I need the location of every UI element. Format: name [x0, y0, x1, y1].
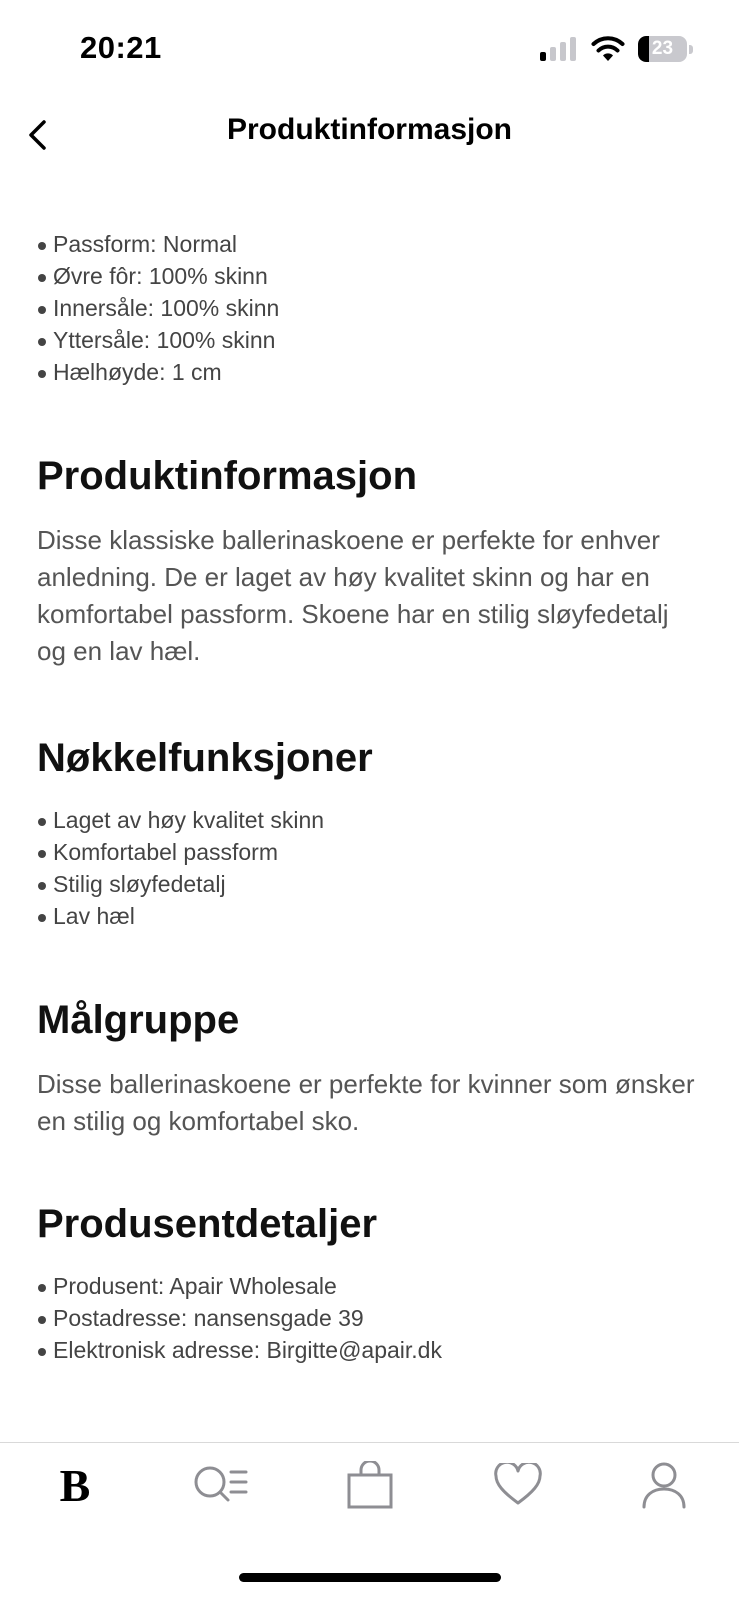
list-item: Øvre fôr: 100% skinn [37, 260, 702, 292]
product-info-content[interactable] [37, 228, 702, 1366]
page-title: Produktinformasjon [226, 113, 512, 146]
key-features-heading: Nøkkelfunksjoner [37, 736, 373, 780]
product-details-list [37, 228, 702, 388]
search-list-icon [191, 1463, 249, 1507]
tab-search[interactable] [190, 1457, 250, 1513]
tab-home[interactable] [45, 1457, 105, 1513]
list-item: Postadresse: nansensgade 39 [37, 1302, 702, 1334]
product-info-heading: Produktinformasjon [37, 454, 418, 498]
list-item: Hælhøyde: 1 cm [37, 356, 702, 388]
target-group-text: Disse ballerinaskoene er perfekte for kvinner som ønsker en stilig og komfortabel sko. [37, 1069, 695, 1136]
battery-level: 23 [651, 38, 674, 59]
list-item: Produsent: Apair Wholesale [37, 1270, 702, 1302]
status-time: 20:21 [80, 30, 162, 65]
battery-icon [638, 36, 692, 62]
status-bar [0, 0, 739, 95]
list-item: Innersåle: 100% skinn [37, 292, 702, 324]
list-item: Stilig sløyfedetalj [37, 868, 702, 900]
heart-icon [493, 1463, 543, 1507]
cellular-signal-icon [540, 37, 578, 61]
list-item: Yttersåle: 100% skinn [37, 324, 702, 356]
tab-cart[interactable] [340, 1457, 400, 1513]
manufacturer-details-list [37, 1270, 702, 1366]
list-item: Elektronisk adresse: Birgitte@apair.dk [37, 1334, 702, 1366]
key-features-list [37, 804, 702, 932]
list-item: Passform: Normal [37, 228, 702, 260]
list-item: Laget av høy kvalitet skinn [37, 804, 702, 836]
home-indicator [239, 1573, 501, 1582]
profile-icon [641, 1461, 687, 1509]
target-group-heading: Målgruppe [37, 998, 240, 1042]
tab-bar [0, 1442, 739, 1532]
wifi-icon [591, 34, 625, 62]
manufacturer-heading: Produsentdetaljer [37, 1202, 378, 1246]
shopping-bag-icon [346, 1461, 394, 1509]
list-item: Lav hæl [37, 900, 702, 932]
list-item: Komfortabel passform [37, 836, 702, 868]
brand-logo-icon: B [59, 1459, 91, 1511]
nav-header [0, 95, 739, 175]
product-info-text: Disse klassiske ballerinaskoene er perfekte for enhver anledning. De er laget av høy kvalitet skinn og har en komfortabel passform. Skoene har en stilig sløyfedetalj og en lav hæl. [37, 525, 669, 666]
tab-favorites[interactable] [488, 1457, 548, 1513]
tab-profile[interactable] [634, 1457, 694, 1513]
